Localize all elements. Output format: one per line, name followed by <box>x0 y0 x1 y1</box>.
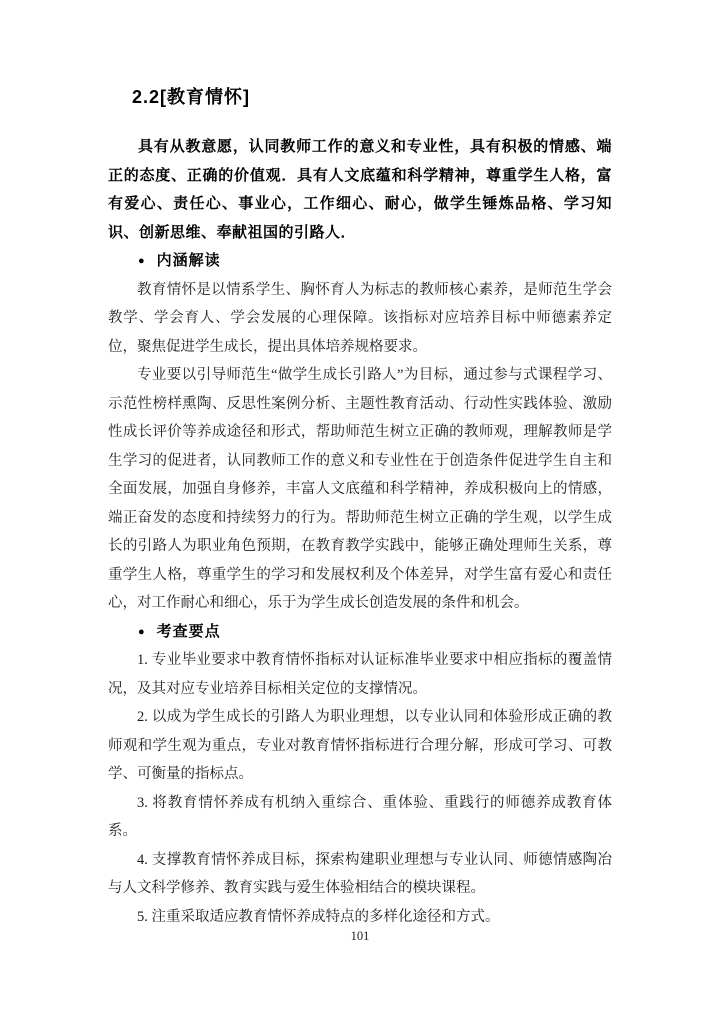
subsection-title: 内涵解读 <box>156 252 221 269</box>
paragraph: 教育情怀是以情系学生、胸怀育人为标志的教师核心素养，是师范生学会教学、学会育人、学会发展的心理保障。该指标对应培养目标中师德素养定位，聚焦促进学生成长，提出具体培养规格要求。 <box>108 281 612 355</box>
lead-paragraph: 具有从教意愿，认同教师工作的意义和专业性，具有积极的情感、端正的态度、正确的价值观．具有人文底蕴和科学精神，尊重学生人格，富有爱心、责任心、事业心，工作细心、耐心，做学生锤炼品格、学习知识、创新思维、奉献祖国的引路人． <box>108 138 612 241</box>
paragraph: 专业要以引导师范生“做学生成长引路人”为目标，通过参与式课程学习、示范性榜样熏陶、反思性案例分析、主题性教育活动、行动性实践体验、激励性成长评价等养成途径和形式，帮助师范生树立正确的教师观，理解教师是学生学习的促进者，认同教师工作的意义和专业性在于创造条件促进学生自主和全面发展，加强自身修养，丰富人文底蕴和科学精神，养成积极向上的情感，端正奋发的态度和持续努力的行为。帮助师范生树立正确的学生观，以学生成长的引路人为职业角色预期，在教育教学实践中，能够正确处理师生关系，尊重学生人格，尊重学生的学习和发展权利及个体差异，对学生富有爱心和责任心，对工作耐心和细心，乐于为学生成长创造发展的条件和机会。 <box>108 367 612 611</box>
numbered-item: 3. 将教育情怀养成有机纳入重综合、重体验、重践行的师德养成教育体系。 <box>108 794 612 839</box>
numbered-item: 4. 支撑教育情怀养成目标，探索构建职业理想与专业认同、师德情感陶冶与人文科学修养、教育实践与爱生体验相结合的模块课程。 <box>108 851 612 896</box>
numbered-item: 2. 以成为学生成长的引路人为职业理想，以专业认同和体验形成正确的教师观和学生观为重点，专业对教育情怀指标进行合理分解，形成可学习、可教学、可衡量的指标点。 <box>108 709 612 782</box>
subsection-heading-key-points <box>108 618 612 647</box>
bullet-icon: ● <box>138 255 145 267</box>
page-number: 101 <box>350 929 370 943</box>
subsection-heading-connotation <box>108 247 612 276</box>
bullet-icon: ● <box>138 625 145 638</box>
section-heading: 2.2[教育情怀] <box>132 87 251 107</box>
numbered-item: 1. 专业毕业要求中教育情怀指标对认证标准毕业要求中相应指标的覆盖情况，及其对应专业培养目标相关定位的支撑情况。 <box>108 652 612 697</box>
subsection-title: 考查要点 <box>156 622 221 640</box>
numbered-item: 5. 注重采取适应教育情怀养成特点的多样化途径和方式。 <box>137 908 500 925</box>
